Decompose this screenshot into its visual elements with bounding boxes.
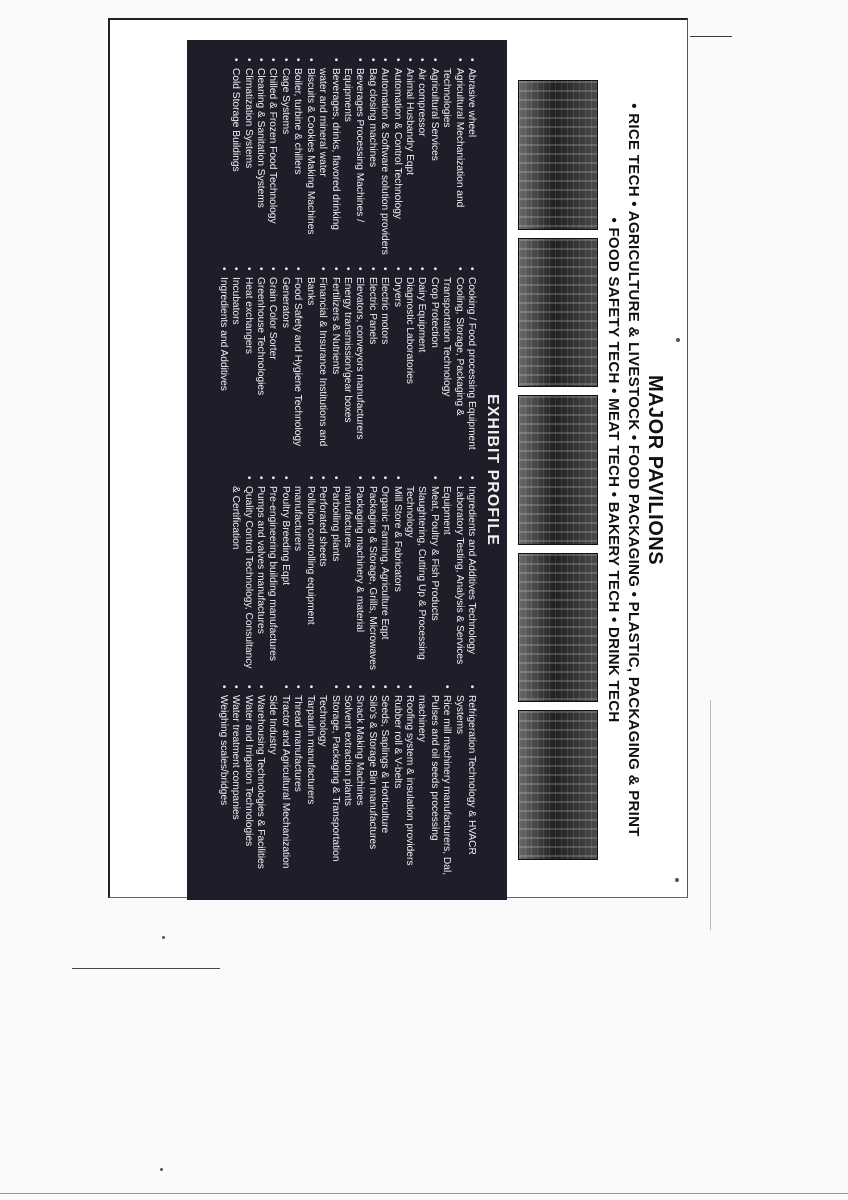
exhibit-column-3 (216, 476, 477, 673)
exhibit-list-item: • Chilled & Frozen Food Technology (266, 58, 278, 255)
exhibit-list-item: • Warehousing Technologies & Facilities (254, 685, 266, 882)
exhibit-columns (216, 40, 479, 900)
exhibit-list-item: • Meat, Poultry & Fish Products Slaughtering, Cutting Up & Processing Technology (403, 476, 440, 673)
exhibit-list-item: • Diagnostic Laboratories (403, 267, 415, 464)
exhibit-list-item: • Rice mill machinery manufacturers, Dal, Pulses and oil seeds processing machinery (415, 685, 452, 882)
exhibit-list-item: • Seeds, Saplings & Horticulture (378, 685, 390, 882)
exhibit-list-item: • Crop Protection (427, 267, 439, 464)
exhibit-list-item: • Packaging machinery & material manufactures (341, 476, 366, 673)
exhibit-list-item: • Incubators (229, 267, 241, 464)
scan-speck (162, 936, 165, 939)
exhibit-list-item: • Storage, Packaging & Transportation Technology (316, 685, 341, 882)
exhibition-photo (518, 395, 598, 545)
exhibit-list-item: • Water and Irrigation Technologies (241, 685, 253, 882)
scan-line-top (690, 36, 732, 37)
exhibit-list-item: • Agricultural Mechanization and Technologies (440, 58, 465, 255)
exhibit-list-item: • Quality Control Technology, Consultancy & Certification (229, 476, 254, 673)
rotated-brochure (170, 40, 670, 900)
exhibit-list-item: • Poultry Breeding Eqpt (279, 476, 291, 673)
exhibit-list-item: • Solvent extraction plants (341, 685, 353, 882)
exhibit-list-item: • Agricultural Services (427, 58, 439, 255)
exhibit-list-item: • Weighing scales/bridges (216, 685, 228, 882)
pavilions-line-1: • RICE TECH • AGRICULTURE & LIVESTOCK • FOOD PACKAGING • PLASTIC, PACKAGING & PRINT (625, 103, 642, 837)
exhibition-photo (518, 80, 598, 230)
exhibit-list-item: • Roofing system & insulation providers (403, 685, 415, 882)
exhibit-list-item: • Elevators, conveyors manufacturers (353, 267, 365, 464)
exhibit-list-item: • Parboiling plants (328, 476, 340, 673)
exhibit-list-item: • Heat exchangers (241, 267, 253, 464)
exhibit-list-item: • Pumps and valves manufactures (254, 476, 266, 673)
exhibit-list-item: • Organic Farming, Agriculture Eqpt (378, 476, 390, 673)
exhibit-list-item: • Dairy Equipment (415, 267, 427, 464)
exhibit-profile-panel (187, 40, 507, 900)
photo-strip (520, 80, 598, 860)
exhibit-list-item: • Dryers (390, 267, 402, 464)
exhibit-list-item: • Air compressor (415, 58, 427, 255)
exhibit-list-item: • Electric motors (378, 267, 390, 464)
exhibit-list-item: • Automation & Control Technology (390, 58, 402, 255)
exhibit-list-item: • Financial & Insurance Institutions and Banks (303, 267, 328, 464)
exhibit-column-1 (216, 58, 477, 255)
exhibit-list-item: • Cooling, Storage, Packaging & Transportation Technology (440, 267, 465, 464)
exhibit-list-item: • Animal Husbandry Eqpt (403, 58, 415, 255)
exhibit-list-item: • Beverages, drinks, flavored drinking water and mineral water (316, 58, 341, 255)
exhibit-list-item: • Laboratory Testing, Analysis & Services Equipment (440, 476, 465, 673)
exhibit-list-item: • Biscuits & Cookies Making Machines (303, 58, 315, 255)
scan-speck (676, 338, 680, 342)
exhibit-list-item: • Perforated sheets (316, 476, 328, 673)
exhibit-list-item: • Ingredients and Additives (216, 267, 228, 464)
exhibit-list-item: • Cage Systems (279, 58, 291, 255)
exhibit-list-item: • Cold Storage Buildings (229, 58, 241, 255)
exhibit-list-item: • Mill Store & Fabricators (390, 476, 402, 673)
exhibit-list-item: • Thread manufactures (291, 685, 303, 882)
scan-speck (160, 1168, 163, 1171)
exhibit-list-item: • Cooking / Food processing Equipment (465, 267, 477, 464)
exhibit-list-item: • Snack Making Machines (353, 685, 365, 882)
scan-line-footer (0, 1193, 848, 1194)
scan-speck (675, 878, 679, 882)
exhibit-list-item: • Climatization Systems (241, 58, 253, 255)
scan-line-bottom (72, 968, 220, 969)
exhibition-photo (518, 553, 598, 703)
exhibit-list-item: • Electric Panels (365, 267, 377, 464)
exhibition-photo (518, 710, 598, 860)
exhibit-profile-heading: EXHIBIT PROFILE (484, 394, 501, 546)
exhibit-column-2 (216, 267, 477, 464)
exhibit-list-item: • Fertilizers & Nutrients (328, 267, 340, 464)
pavilions-line-2: • FOOD SAFETY TECH • MEAT TECH • BAKERY TECH • DRINK TECH (605, 217, 622, 723)
exhibit-list-item: • Pre-engineering building manufactures (266, 476, 278, 673)
exhibit-list-item: • Tractor and Agricultural Mechanization Side Industry (266, 685, 291, 882)
exhibition-photo (518, 238, 598, 388)
exhibit-list-item: • Rubber roll & V-belts (390, 685, 402, 882)
exhibit-list-item: • Beverages Processing Machines / Equipments (341, 58, 366, 255)
exhibit-list-item: • Cleaning & Sanitation Systems (254, 58, 266, 255)
exhibit-list-item: • Grain Color Sorter (266, 267, 278, 464)
exhibit-list-item: • Refrigeration Technology & HVACR Systems (452, 685, 477, 882)
exhibit-list-item: • Tarpaulin manufacturers (303, 685, 315, 882)
page-title: MAJOR PAVILIONS (644, 374, 666, 566)
exhibit-list-item: • Energy transmission/gear boxes (341, 267, 353, 464)
exhibit-list-item: • Generators (279, 267, 291, 464)
exhibit-list-item: • Water treatment companies (229, 685, 241, 882)
exhibit-list-item: • Pollution controlling equipment manufacturers (291, 476, 316, 673)
exhibit-list-item: • Ingredients and Additives Technology (465, 476, 477, 673)
exhibit-list-item: • Boiler, turbine & chillers (291, 58, 303, 255)
exhibit-list-item: • Bag closing machines (365, 58, 377, 255)
exhibit-list-item: • Greenhouse Technologies (254, 267, 266, 464)
exhibit-column-4 (216, 685, 477, 882)
scan-line-right (710, 700, 711, 930)
exhibit-list-item: • Automation & Software solution providers (378, 58, 390, 255)
exhibit-list-item: • Food Safety and Hygiene Technology (291, 267, 303, 464)
exhibit-list-item: • Silo's & Storage Bin manufactures (365, 685, 377, 882)
exhibit-list-item: • Abrasive wheel (465, 58, 477, 255)
exhibit-list-item: • Packaging & Storage, Grills, Microwaves (365, 476, 377, 673)
